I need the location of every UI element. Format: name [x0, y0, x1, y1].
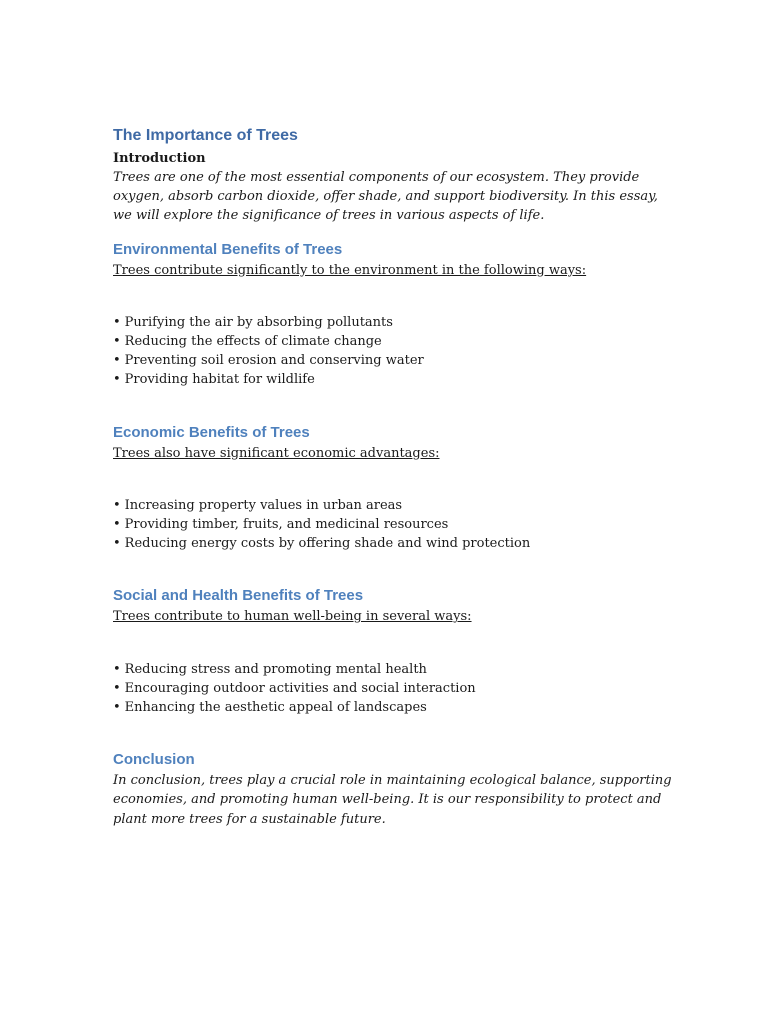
list-item: [113, 698, 673, 717]
list-item-text: Providing habitat for wildlife: [124, 372, 315, 388]
bullet-glyph: •: [113, 661, 121, 677]
section-lead-economic: Trees also have significant economic advantages:: [113, 445, 440, 461]
list-item: [113, 534, 673, 553]
bullet-glyph: •: [113, 353, 121, 369]
list-item-text: Providing timber, fruits, and medicinal resources: [124, 517, 449, 533]
section-lead-environmental: Trees contribute significantly to the environment in the following ways:: [113, 262, 587, 278]
list-item: [113, 370, 673, 389]
list-item-text: Purifying the air by absorbing pollutants: [124, 314, 393, 330]
document-page: [113, 124, 673, 829]
bullet-list-social-health: [113, 660, 673, 718]
conclusion-heading: Conclusion: [113, 751, 195, 769]
list-item-text: Enhancing the aesthetic appeal of landscapes: [124, 700, 427, 716]
list-item-text: Reducing stress and promoting mental health: [124, 661, 427, 677]
list-item: [113, 679, 673, 698]
section-heading-economic: Economic Benefits of Trees: [113, 423, 310, 441]
section-heading-environmental: Environmental Benefits of Trees: [113, 240, 343, 258]
bullet-glyph: •: [113, 497, 121, 513]
bullet-glyph: •: [113, 314, 121, 330]
bullet-glyph: •: [113, 334, 121, 350]
bullet-list-economic: [113, 496, 673, 554]
bullet-glyph: •: [113, 517, 121, 533]
list-item: [113, 660, 673, 679]
bullet-glyph: •: [113, 536, 121, 552]
list-item: [113, 313, 673, 332]
list-item: [113, 496, 673, 515]
list-item: [113, 515, 673, 534]
bullet-glyph: •: [113, 372, 121, 388]
section-lead-social-health: Trees contribute to human well-being in several ways:: [113, 609, 472, 625]
bullet-list-environmental: [113, 313, 673, 390]
bullet-glyph: •: [113, 680, 121, 696]
list-item: [113, 332, 673, 351]
list-item-text: Preventing soil erosion and conserving water: [124, 353, 424, 369]
list-item-text: Increasing property values in urban areas: [124, 497, 403, 513]
bullet-glyph: •: [113, 700, 121, 716]
document-title: The Importance of Trees: [113, 127, 298, 144]
introduction-heading: Introduction: [113, 151, 206, 166]
introduction-text: Trees are one of the most essential components of our ecosystem. They provide oxygen, absorb carbon dioxide, offer shade, and support biodiversity. In this essay, we will explore the significance of trees in various aspects of life.: [113, 170, 658, 224]
list-item-text: Reducing the effects of climate change: [124, 334, 382, 350]
list-item-text: Encouraging outdoor activities and social interaction: [124, 680, 476, 696]
list-item: [113, 351, 673, 370]
conclusion-text: In conclusion, trees play a crucial role in maintaining ecological balance, supporting economies, and promoting human well-being. It is our responsibility to protect and plant more trees for a sustainable future.: [113, 773, 672, 827]
list-item-text: Reducing energy costs by offering shade and wind protection: [124, 536, 531, 552]
section-heading-social-health: Social and Health Benefits of Trees: [113, 587, 364, 605]
